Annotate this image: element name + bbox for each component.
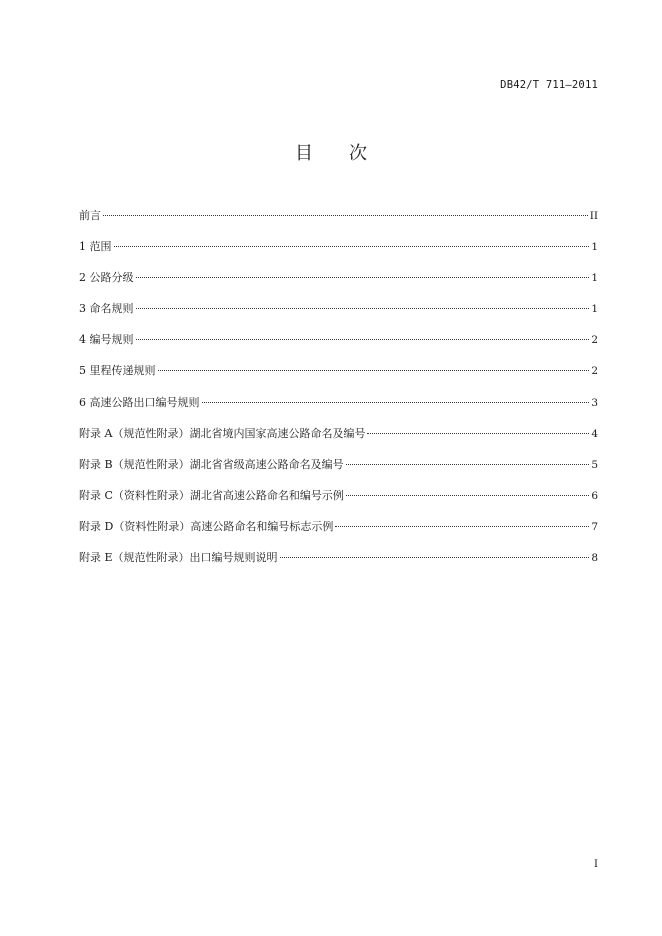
toc-entry-page: 6 xyxy=(591,489,598,502)
toc-entry-page: 2 xyxy=(591,334,598,347)
toc-entry-label: 附录 B（规范性附录）湖北省省级高速公路命名及编号 xyxy=(79,457,344,471)
dot-leader xyxy=(136,277,590,278)
toc-entry-appendix-b[interactable] xyxy=(79,456,598,487)
toc-entry-appendix-a[interactable] xyxy=(79,425,598,456)
toc-entry-label: 4 编号规则 xyxy=(79,333,134,347)
toc-entry-page: 5 xyxy=(591,458,598,471)
dot-leader xyxy=(280,557,590,558)
toc-entry-mileage-rules[interactable] xyxy=(79,362,598,393)
standard-code: DB42/T 711—2011 xyxy=(500,79,598,91)
toc-entry-label: 附录 C（资料性附录）湖北省高速公路命名和编号示例 xyxy=(79,488,344,502)
toc-entry-appendix-d[interactable] xyxy=(79,518,598,549)
dot-leader xyxy=(114,246,590,247)
toc-entry-road-classification[interactable] xyxy=(79,269,598,300)
title-char-2: 次 xyxy=(349,143,367,164)
toc-entry-label: 6 高速公路出口编号规则 xyxy=(79,395,200,409)
toc-entry-label: 1 范围 xyxy=(79,240,112,254)
toc-entry-exit-numbering[interactable] xyxy=(79,394,598,425)
dot-leader xyxy=(202,402,590,403)
toc-entry-appendix-e[interactable] xyxy=(79,549,598,580)
dot-leader xyxy=(136,308,590,309)
toc-entry-page: 3 xyxy=(591,396,598,409)
toc-entry-page: 1 xyxy=(591,303,598,316)
table-of-contents xyxy=(79,207,598,580)
toc-entry-page: 7 xyxy=(591,520,598,533)
toc-entry-page: 1 xyxy=(591,272,598,285)
toc-entry-label: 前言 xyxy=(79,209,101,222)
dot-leader xyxy=(367,433,589,434)
toc-entry-label: 3 命名规则 xyxy=(79,302,134,316)
toc-entry-scope[interactable] xyxy=(79,238,598,269)
toc-entry-foreword[interactable] xyxy=(79,207,598,238)
toc-entry-page: 4 xyxy=(591,427,598,440)
toc-entry-appendix-c[interactable] xyxy=(79,487,598,518)
toc-entry-page: 1 xyxy=(591,241,598,254)
toc-entry-label: 2 公路分级 xyxy=(79,271,134,285)
toc-entry-label: 5 里程传递规则 xyxy=(79,364,156,378)
dot-leader xyxy=(335,526,589,527)
dot-leader xyxy=(136,339,590,340)
toc-entry-label: 附录 A（规范性附录）湖北省境内国家高速公路命名及编号 xyxy=(79,426,366,440)
title-char-1: 目 xyxy=(295,143,313,164)
toc-entry-label: 附录 D（资料性附录）高速公路命名和编号标志示例 xyxy=(79,519,334,533)
toc-entry-naming-rules[interactable] xyxy=(79,300,598,331)
dot-leader xyxy=(158,370,590,371)
page-title xyxy=(0,139,662,165)
toc-entry-page: 2 xyxy=(591,365,598,378)
toc-entry-numbering-rules[interactable] xyxy=(79,331,598,362)
toc-entry-page: 8 xyxy=(591,552,598,565)
dot-leader xyxy=(346,495,589,496)
page-number: I xyxy=(594,859,598,870)
toc-entry-label: 附录 E（规范性附录）出口编号规则说明 xyxy=(79,551,278,565)
dot-leader xyxy=(103,215,588,216)
dot-leader xyxy=(346,464,590,465)
toc-entry-page: II xyxy=(589,210,598,222)
